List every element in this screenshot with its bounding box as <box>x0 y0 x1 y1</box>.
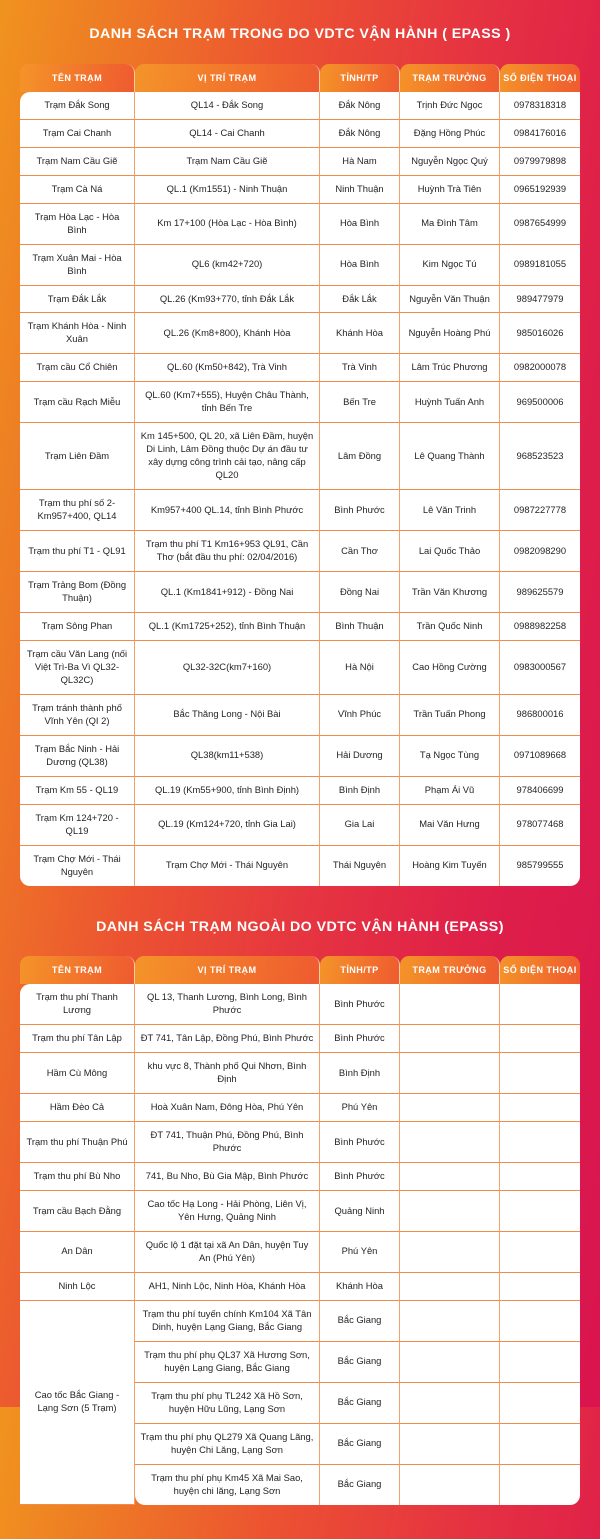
column-header-station-name: TÊN TRẠM <box>20 956 135 984</box>
table-row <box>20 245 580 286</box>
column-header-location: VỊ TRÍ TRẠM <box>135 956 320 984</box>
table-row <box>20 92 580 120</box>
cell-name: Ninh Lộc <box>20 1273 135 1301</box>
cell-chief <box>400 1025 500 1053</box>
table-row <box>20 490 580 531</box>
cell-location: khu vực 8, Thành phố Qui Nhơn, Bình Định <box>135 1053 320 1094</box>
column-header-phone: SỐ ĐIỆN THOẠI <box>500 64 580 92</box>
cell-name: Trạm Đắk Song <box>20 92 135 120</box>
cell-chief: Nguyễn Ngọc Quý <box>400 148 500 176</box>
cell-name: Trạm Km 124+720 - QL19 <box>20 805 135 846</box>
cell-location: Trạm thu phí phụ TL242 Xã Hồ Sơn, huyện Hữu Lũng, Lạng Sơn <box>135 1383 320 1424</box>
cell-name: An Dân <box>20 1232 135 1273</box>
bottom-spacer <box>0 1505 600 1539</box>
cell-location: QL.60 (Km7+555), Huyện Châu Thành, tỉnh Bến Tre <box>135 382 320 423</box>
header-row <box>20 64 580 92</box>
section-stations-external <box>0 886 600 1505</box>
column-header-phone: SỐ ĐIỆN THOẠI <box>500 956 580 984</box>
cell-province: Bình Phước <box>320 1122 400 1163</box>
cell-location: QL.26 (Km8+800), Khánh Hòa <box>135 313 320 354</box>
cell-chief: Nguyễn Hoàng Phú <box>400 313 500 354</box>
cell-chief: Mai Văn Hưng <box>400 805 500 846</box>
cell-location: QL.1 (Km1841+912) - Đồng Nai <box>135 572 320 613</box>
cell-phone: 978406699 <box>500 777 580 805</box>
table-row <box>20 695 580 736</box>
cell-phone <box>500 1053 580 1094</box>
table-row <box>20 120 580 148</box>
cell-location: Trạm thu phí phụ QL37 Xã Hương Sơn, huyện Lạng Giang, Bắc Giang <box>135 1342 320 1383</box>
cell-phone <box>500 1342 580 1383</box>
cell-chief: Nguyễn Văn Thuận <box>400 286 500 314</box>
cell-phone: 0978318318 <box>500 92 580 120</box>
cell-location: QL32-32C(km7+160) <box>135 641 320 695</box>
cell-phone <box>500 1163 580 1191</box>
cell-province: Vĩnh Phúc <box>320 695 400 736</box>
cell-province: Bình Phước <box>320 490 400 531</box>
column-header-station-name: TÊN TRẠM <box>20 64 135 92</box>
cell-province: Bắc Giang <box>320 1301 400 1342</box>
table-row <box>20 1122 580 1163</box>
cell-name: Trạm Chợ Mới - Thái Nguyên <box>20 846 135 886</box>
cell-phone <box>500 984 580 1025</box>
section-title-operated: DANH SÁCH TRẠM TRONG DO VDTC VẬN HÀNH ( EPASS ) <box>89 26 511 42</box>
stations-table-external <box>20 956 580 1504</box>
cell-phone: 978077468 <box>500 805 580 846</box>
table-row <box>20 1191 580 1232</box>
cell-location: Trạm thu phí phụ QL279 Xã Quang Lãng, huyện Chi Lăng, Lạng Sơn <box>135 1424 320 1465</box>
cell-phone: 0988982258 <box>500 613 580 641</box>
cell-chief: Kim Ngọc Tú <box>400 245 500 286</box>
cell-name: Trạm Xuân Mai - Hòa Bình <box>20 245 135 286</box>
cell-phone: 0987654999 <box>500 204 580 245</box>
cell-phone: 989625579 <box>500 572 580 613</box>
cell-chief: Huỳnh Tuấn Anh <box>400 382 500 423</box>
table-row <box>20 354 580 382</box>
cell-phone: 986800016 <box>500 695 580 736</box>
cell-location: Trạm thu phí phụ Km45 Xã Mai Sao, huyện chi lăng, Lạng Sơn <box>135 1465 320 1505</box>
table-row <box>20 613 580 641</box>
cell-name: Trạm Km 55 - QL19 <box>20 777 135 805</box>
cell-chief <box>400 1053 500 1094</box>
cell-chief: Ma Đình Tâm <box>400 204 500 245</box>
cell-phone <box>500 1301 580 1342</box>
cell-province: Đắk Lắk <box>320 286 400 314</box>
cell-name: Trạm Bắc Ninh - Hải Dương (QL38) <box>20 736 135 777</box>
cell-chief: Đặng Hồng Phúc <box>400 120 500 148</box>
stations-table-operated <box>20 64 580 886</box>
cell-province: Đắk Nông <box>320 120 400 148</box>
cell-phone: 989477979 <box>500 286 580 314</box>
cell-province: Bình Thuận <box>320 613 400 641</box>
cell-chief: Lê Văn Trinh <box>400 490 500 531</box>
cell-phone: 0971089668 <box>500 736 580 777</box>
cell-phone <box>500 1094 580 1122</box>
cell-phone <box>500 1232 580 1273</box>
cell-province: Bắc Giang <box>320 1383 400 1424</box>
cell-chief <box>400 1094 500 1122</box>
cell-chief <box>400 1232 500 1273</box>
table-row <box>20 286 580 314</box>
cell-phone: 0989181055 <box>500 245 580 286</box>
column-header-province: TỈNH/TP <box>320 956 400 984</box>
cell-province: Trà Vinh <box>320 354 400 382</box>
cell-name: Hầm Cù Mông <box>20 1053 135 1094</box>
cell-phone <box>500 1025 580 1053</box>
cell-chief <box>400 1383 500 1424</box>
cell-location: Trạm thu phí tuyến chính Km104 Xã Tân Dinh, huyện Lạng Giang, Bắc Giang <box>135 1301 320 1342</box>
cell-chief <box>400 1122 500 1163</box>
cell-phone <box>500 1465 580 1505</box>
table-row <box>20 572 580 613</box>
cell-name: Trạm Liên Đầm <box>20 423 135 490</box>
cell-province: Phú Yên <box>320 1232 400 1273</box>
cell-location: Cao tốc Hạ Long - Hải Phòng, Liên Vị, Yên Hưng, Quảng Ninh <box>135 1191 320 1232</box>
table-header-operated <box>20 64 580 92</box>
table-body-external <box>20 984 580 1504</box>
cell-province: Thái Nguyên <box>320 846 400 886</box>
cell-location: Hoà Xuân Nam, Đông Hòa, Phú Yên <box>135 1094 320 1122</box>
cell-name: Trạm Cai Chanh <box>20 120 135 148</box>
cell-name: Trạm Trảng Bom (Đồng Thuận) <box>20 572 135 613</box>
cell-chief: Huỳnh Trà Tiên <box>400 176 500 204</box>
cell-location: QL.26 (Km93+770, tỉnh Đắk Lắk <box>135 286 320 314</box>
header-row <box>20 956 580 984</box>
table-row <box>20 1232 580 1273</box>
cell-province: Bắc Giang <box>320 1342 400 1383</box>
cell-location: Km957+400 QL.14, tỉnh Bình Phước <box>135 490 320 531</box>
cell-chief: Hoàng Kim Tuyến <box>400 846 500 886</box>
cell-province: Lâm Đồng <box>320 423 400 490</box>
cell-name: Trạm Hòa Lạc - Hòa Bình <box>20 204 135 245</box>
cell-phone: 0982000078 <box>500 354 580 382</box>
cell-phone <box>500 1122 580 1163</box>
cell-name: Trạm cầu Bạch Đằng <box>20 1191 135 1232</box>
table-row <box>20 1163 580 1191</box>
cell-location: ĐT 741, Tân Lập, Đồng Phú, Bình Phước <box>135 1025 320 1053</box>
cell-province: Đắk Nông <box>320 92 400 120</box>
cell-location: Km 145+500, QL 20, xã Liên Đầm, huyện Di Linh, Lâm Đồng thuộc Dự án đầu tư xây dựng công trình cải tạo, nâng cấp QL20 <box>135 423 320 490</box>
cell-phone: 0983000567 <box>500 641 580 695</box>
cell-chief <box>400 1342 500 1383</box>
cell-province: Cần Thơ <box>320 531 400 572</box>
cell-province: Ninh Thuận <box>320 176 400 204</box>
cell-phone <box>500 1383 580 1424</box>
table-wrap-external <box>20 956 580 1504</box>
table-row <box>20 736 580 777</box>
cell-province: Gia Lai <box>320 805 400 846</box>
cell-chief <box>400 1465 500 1505</box>
cell-province: Khánh Hòa <box>320 313 400 354</box>
cell-province: Bình Định <box>320 777 400 805</box>
cell-location: QL 13, Thanh Lương, Bình Long, Bình Phước <box>135 984 320 1025</box>
cell-phone: 0979979898 <box>500 148 580 176</box>
cell-location: Trạm Chợ Mới - Thái Nguyên <box>135 846 320 886</box>
cell-location: Trạm Nam Cầu Giẽ <box>135 148 320 176</box>
cell-province: Bắc Giang <box>320 1424 400 1465</box>
cell-chief: Trần Văn Khương <box>400 572 500 613</box>
cell-name: Trạm Đắk Lắk <box>20 286 135 314</box>
cell-chief <box>400 1273 500 1301</box>
table-wrap-operated <box>20 64 580 886</box>
column-header-station-chief: TRẠM TRƯỞNG <box>400 64 500 92</box>
cell-name: Trạm thu phí Bù Nho <box>20 1163 135 1191</box>
cell-province: Hòa Bình <box>320 245 400 286</box>
cell-chief: Lê Quang Thành <box>400 423 500 490</box>
cell-phone: 0984176016 <box>500 120 580 148</box>
cell-chief <box>400 1163 500 1191</box>
cell-province: Đồng Nai <box>320 572 400 613</box>
table-row <box>20 1025 580 1053</box>
cell-province: Bình Định <box>320 1053 400 1094</box>
cell-phone <box>500 1191 580 1232</box>
cell-chief <box>400 1424 500 1465</box>
cell-phone: 0965192939 <box>500 176 580 204</box>
cell-province: Quảng Ninh <box>320 1191 400 1232</box>
cell-name: Trạm thu phí Thuận Phú <box>20 1122 135 1163</box>
cell-province: Hà Nam <box>320 148 400 176</box>
cell-location: AH1, Ninh Lộc, Ninh Hòa, Khánh Hòa <box>135 1273 320 1301</box>
cell-province: Khánh Hòa <box>320 1273 400 1301</box>
cell-chief <box>400 1301 500 1342</box>
cell-chief <box>400 1191 500 1232</box>
cell-location: QL.19 (Km55+900, tỉnh Bình Định) <box>135 777 320 805</box>
table-row <box>20 204 580 245</box>
cell-phone <box>500 1273 580 1301</box>
cell-location: Quốc lộ 1 đặt tại xã An Dân, huyện Tuy An (Phú Yên) <box>135 1232 320 1273</box>
table-row <box>20 176 580 204</box>
cell-name: Trạm thu phí số 2-Km957+400, QL14 <box>20 490 135 531</box>
cell-phone: 969500006 <box>500 382 580 423</box>
table-body-operated <box>20 92 580 886</box>
cell-name: Trạm Sông Phan <box>20 613 135 641</box>
cell-chief: Trần Quốc Ninh <box>400 613 500 641</box>
cell-province: Phú Yên <box>320 1094 400 1122</box>
cell-chief: Trần Tuấn Phong <box>400 695 500 736</box>
cell-name: Trạm thu phí Tân Lập <box>20 1025 135 1053</box>
table-row <box>20 313 580 354</box>
cell-name: Trạm thu phí T1 - QL91 <box>20 531 135 572</box>
cell-chief: Phạm Ái Vũ <box>400 777 500 805</box>
cell-chief: Cao Hồng Cường <box>400 641 500 695</box>
cell-chief: Tạ Ngọc Tùng <box>400 736 500 777</box>
cell-name: Trạm cầu Văn Lang (nối Việt Trì-Ba Vì QL32-QL32C) <box>20 641 135 695</box>
cell-chief: Lai Quốc Thảo <box>400 531 500 572</box>
cell-location: QL6 (km42+720) <box>135 245 320 286</box>
table-row <box>20 1301 580 1342</box>
cell-location: QL.1 (Km1551) - Ninh Thuận <box>135 176 320 204</box>
table-row <box>20 382 580 423</box>
cell-location: QL14 - Cai Chanh <box>135 120 320 148</box>
cell-name: Trạm Cà Ná <box>20 176 135 204</box>
column-header-province: TỈNH/TP <box>320 64 400 92</box>
cell-province: Bình Phước <box>320 1163 400 1191</box>
cell-name: Trạm cầu Rạch Miễu <box>20 382 135 423</box>
cell-location: QL.1 (Km1725+252), tỉnh Bình Thuận <box>135 613 320 641</box>
cell-location: Km 17+100 (Hòa Lạc - Hòa Bình) <box>135 204 320 245</box>
cell-location: ĐT 741, Thuận Phú, Đồng Phú, Bình Phước <box>135 1122 320 1163</box>
cell-phone: 985016026 <box>500 313 580 354</box>
cell-location: QL14 - Đắk Song <box>135 92 320 120</box>
cell-name: Trạm thu phí Thanh Lương <box>20 984 135 1025</box>
table-row <box>20 846 580 886</box>
cell-location: Bắc Thăng Long - Nội Bài <box>135 695 320 736</box>
table-row <box>20 1053 580 1094</box>
cell-province: Bình Phước <box>320 984 400 1025</box>
cell-name: Trạm Nam Cầu Giẽ <box>20 148 135 176</box>
table-header-external <box>20 956 580 984</box>
cell-province: Hà Nội <box>320 641 400 695</box>
table-row <box>20 641 580 695</box>
cell-location: QL.60 (Km50+842), Trà Vinh <box>135 354 320 382</box>
column-header-station-chief: TRẠM TRƯỞNG <box>400 956 500 984</box>
cell-chief: Trịnh Đức Ngọc <box>400 92 500 120</box>
cell-location: Trạm thu phí T1 Km16+953 QL91, Cần Thơ (bắt đầu thu phí: 02/04/2016) <box>135 531 320 572</box>
cell-location: 741, Bu Nho, Bù Gia Mập, Bình Phước <box>135 1163 320 1191</box>
table-row <box>20 423 580 490</box>
table-row <box>20 148 580 176</box>
cell-phone: 0987227778 <box>500 490 580 531</box>
cell-province: Hải Dương <box>320 736 400 777</box>
table-row <box>20 1094 580 1122</box>
cell-chief: Lâm Trúc Phương <box>400 354 500 382</box>
section-title-external: DANH SÁCH TRẠM NGOÀI DO VDTC VẬN HÀNH (EPASS) <box>96 918 504 935</box>
cell-phone: 0982098290 <box>500 531 580 572</box>
cell-phone: 985799555 <box>500 846 580 886</box>
cell-location: QL38(km11+538) <box>135 736 320 777</box>
cell-chief <box>400 984 500 1025</box>
table-row <box>20 531 580 572</box>
cell-province: Hòa Bình <box>320 204 400 245</box>
cell-province: Bến Tre <box>320 382 400 423</box>
column-header-location: VỊ TRÍ TRẠM <box>135 64 320 92</box>
table-row <box>20 984 580 1025</box>
cell-phone <box>500 1424 580 1465</box>
cell-location: QL.19 (Km124+720, tỉnh Gia Lai) <box>135 805 320 846</box>
cell-group-name: Cao tốc Bắc Giang - Lạng Sơn (5 Trạm) <box>20 1301 135 1505</box>
cell-name: Hầm Đèo Cả <box>20 1094 135 1122</box>
table-row <box>20 777 580 805</box>
cell-name: Trạm Khánh Hòa - Ninh Xuân <box>20 313 135 354</box>
table-row <box>20 1273 580 1301</box>
cell-name: Trạm tránh thành phố Vĩnh Yên (QI 2) <box>20 695 135 736</box>
cell-name: Trạm cầu Cổ Chiên <box>20 354 135 382</box>
table-row <box>20 805 580 846</box>
cell-province: Bình Phước <box>320 1025 400 1053</box>
cell-phone: 968523523 <box>500 423 580 490</box>
cell-province: Bắc Giang <box>320 1465 400 1505</box>
